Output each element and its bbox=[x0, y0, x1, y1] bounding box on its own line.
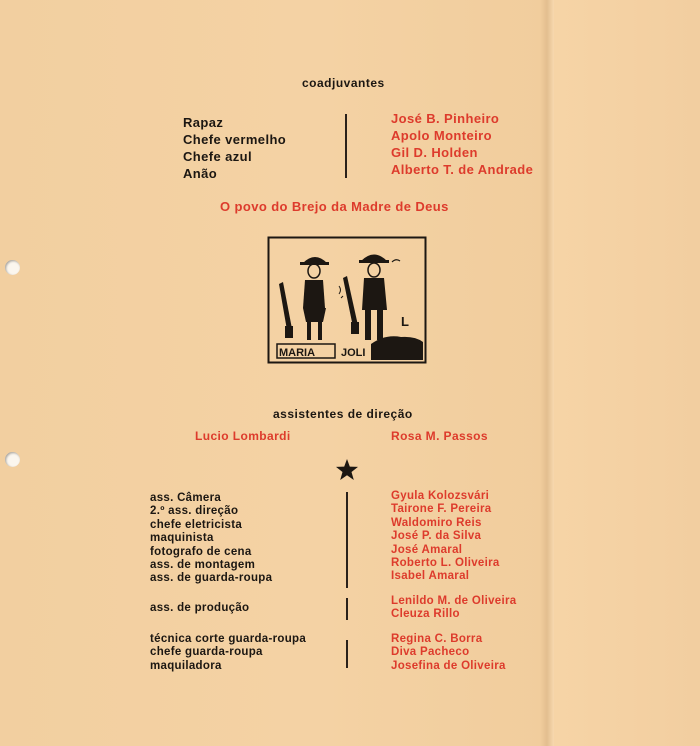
crew-role: 2.º ass. direção bbox=[150, 505, 239, 518]
crew-role: ass. de montagem bbox=[150, 559, 256, 572]
assistente-name: Rosa M. Passos bbox=[391, 429, 488, 443]
cast-actor: José B. Pinheiro bbox=[391, 111, 500, 126]
page-fold bbox=[540, 0, 554, 746]
crew-role: maquinista bbox=[150, 532, 214, 545]
cast-actor: Gil D. Holden bbox=[391, 145, 478, 160]
crew-role: ass. de produção bbox=[150, 602, 250, 614]
woodcut-illustration bbox=[267, 236, 427, 364]
crew-name: Tairone F. Pereira bbox=[391, 503, 492, 516]
crew-name: Regina C. Borra bbox=[391, 633, 483, 645]
assistente-name: Lucio Lombardi bbox=[195, 429, 291, 443]
cast-actors bbox=[391, 110, 533, 178]
crew-divider-1 bbox=[346, 492, 348, 588]
crew-name: Cleuza Rillo bbox=[391, 608, 460, 621]
crew-name: Diva Pacheco bbox=[391, 646, 470, 659]
binder-hole-top bbox=[5, 260, 20, 275]
crew-name: José Amaral bbox=[391, 543, 463, 556]
crew-name: Isabel Amaral bbox=[391, 570, 470, 583]
coadjuvantes-heading: coadjuvantes bbox=[302, 76, 385, 90]
crew-divider-3 bbox=[346, 640, 348, 668]
crew-roles-group-1 bbox=[150, 492, 272, 586]
cast-actor: Alberto T. de Andrade bbox=[391, 162, 534, 177]
crew-names-group-3 bbox=[391, 633, 506, 673]
crew-role: ass. Câmera bbox=[150, 492, 222, 504]
crew-name: Gyula Kolozsvári bbox=[391, 490, 490, 502]
cast-actor: Apolo Monteiro bbox=[391, 128, 492, 143]
woodcut-mark-letter: L bbox=[401, 314, 409, 329]
crew-name: Josefina de Oliveira bbox=[391, 659, 506, 672]
crew-name: Roberto L. Oliveira bbox=[391, 557, 500, 570]
cast-divider bbox=[345, 114, 347, 178]
crew-roles-group-3 bbox=[150, 633, 306, 673]
woodcut-signature-maria: MARIA bbox=[279, 347, 316, 359]
cast-role: Anão bbox=[183, 166, 218, 181]
crew-role: maquiladora bbox=[150, 659, 222, 672]
binder-hole-bottom bbox=[5, 452, 20, 467]
crew-divider-2 bbox=[346, 598, 348, 620]
crew-name: Waldomiro Reis bbox=[391, 516, 482, 529]
crew-role: técnica corte guarda-roupa bbox=[150, 633, 307, 645]
assistentes-heading: assistentes de direção bbox=[273, 407, 413, 421]
crew-name: José P. da Silva bbox=[391, 530, 482, 543]
star-icon bbox=[335, 458, 359, 482]
crew-role: chefe guarda-roupa bbox=[150, 646, 263, 659]
povo-credit: O povo do Brejo da Madre de Deus bbox=[220, 199, 449, 214]
crew-role: ass. de guarda-roupa bbox=[150, 572, 273, 585]
cast-role: Chefe vermelho bbox=[183, 132, 287, 147]
soldier-right-figure bbox=[339, 255, 400, 341]
cast-roles bbox=[183, 114, 286, 182]
crew-names-group-2 bbox=[391, 595, 516, 622]
cast-role: Rapaz bbox=[183, 115, 224, 130]
crew-role: fotografo de cena bbox=[150, 545, 252, 558]
crew-role: chefe eletricista bbox=[150, 518, 243, 531]
woodcut-signature-joli: JOLI bbox=[341, 347, 366, 359]
soldier-left-figure bbox=[279, 257, 329, 340]
crew-name: Lenildo M. de Oliveira bbox=[391, 595, 517, 607]
crew-names-group-1 bbox=[391, 490, 500, 584]
cast-role: Chefe azul bbox=[183, 149, 253, 164]
